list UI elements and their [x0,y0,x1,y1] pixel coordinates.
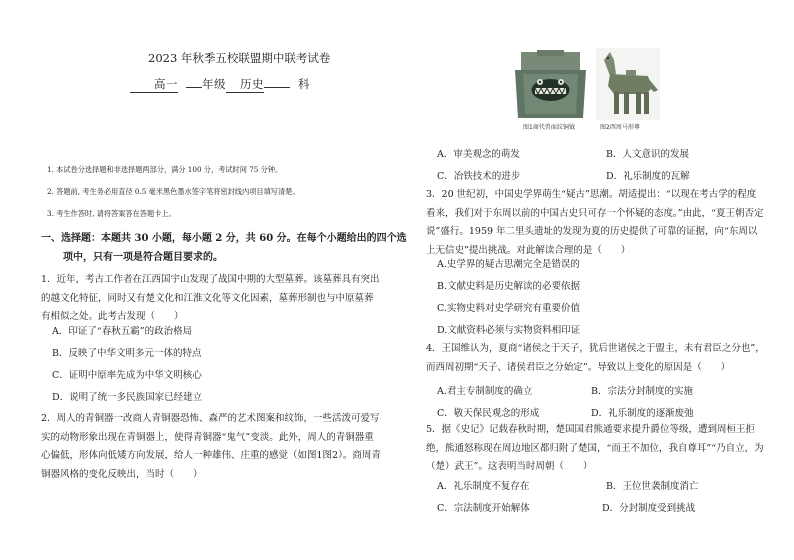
question-5-option-b: B．王位世袭制度消亡 [606,481,699,492]
figure-1-caption: 图1商代兽面纹铜钺 [523,124,575,131]
note-1: 1. 本试卷分选择题和非选择题两部分，满分 100 分，考试时间 75 分钟。 [47,165,283,174]
question-4-stem: 4．王国维认为，夏商“诸侯之于天子，犹后世诸侯之于盟主，未有君臣之分也”，而西周初期“天子、诸侯君臣之分始定”。导致以上变化的原因是（ ） [426,343,765,373]
question-1-option-a: A．印证了“春秋五霸”的政治格局 [52,326,193,337]
question-3-option-d: D.文献资料必须与实物资料相印证 [437,325,581,336]
question-2-stem: 2．周人的青铜器一改商人青铜器恐怖、森严的艺术图案和纹饰，一些活泼可爱写实的动物形象出现在青铜器上，使得青铜器“鬼气”变淡。此外，周人的青铜器重心偏低，形体向低矮方向发展，给人一种雄伟、庄重的感觉（如图1图2）。商周青铜器风格的变化反映出，当时（ ） [41,413,381,480]
question-1-option-d: D．说明了统一多民族国家已经建立 [52,392,203,403]
question-4-option-b: B．宗法分封制度的实施 [591,386,693,397]
figure-2-caption: 图2西周马形尊 [600,124,640,131]
subject-suffix: 科 [298,77,310,91]
section-heading-line1: 一、选择题：本题共 30 小题，每小题 2 分，共 60 分。在每个小题给出的四个选 [41,233,407,244]
question-2-option-d: D．礼乐制度的瓦解 [606,171,690,182]
question-3-option-b: B.文献史料是历史解读的必要依据 [437,281,581,292]
question-3-stem: 3．20 世纪初，中国史学界萌生“疑古”思潮。胡适提出：“以现在考古学的程度看来，我们对于东周以前的中国古史只可存一个怀疑的态度。”由此，“夏王朝否定说”盛行。1959 年二里头遗址的发现为夏的历史提供了可靠的证据，向“东周以上无信史”提出挑战。对此解读合理的是（ ） [426,189,764,256]
figure-1-bronze-axe [513,50,588,131]
question-5-stem: 5．据《史记》记载春秋时期，楚国国君熊通要求提升爵位等级，遭到周桓王拒绝，熊通怒称现在周边地区都归附了楚国，“而王不加位，我自尊耳”“乃自立，为（楚）武王”。这表明当时周朝（ ） [426,424,764,472]
question-3-option-c: C.实物史料对史学研究有重要价值 [437,303,580,314]
bronze-horse-image [596,48,660,120]
question-2-option-a: A．审美观念的萌发 [437,149,520,160]
question-1-option-b: B．反映了中华文明多元一体的特点 [52,348,202,359]
question-2-option-c: C．冶铁技术的进步 [437,171,521,182]
bronze-axe-image [513,50,588,120]
question-4-option-a: A.君主专制制度的确立 [437,386,533,397]
question-4-option-d: D．礼乐制度的逐渐废弛 [591,408,694,419]
question-2-option-b: B．人文意识的发展 [606,149,689,160]
question-5-option-d: D．分封制度受到挑战 [602,503,696,514]
question-4-option-c: C．敬天保民观念的形成 [437,408,540,419]
question-1-option-c: C．证明中原率先成为中华文明核心 [52,370,202,381]
exam-title: 2023 年秋季五校联盟期中联考试卷 [148,51,331,65]
question-1-stem: 1．近年，考古工作者在江西国宇山发现了战国中期的大型墓葬。该墓葬具有突出的越文化特征，同时又有楚文化和江淮文化等文化因素，墓葬形制也与中原墓葬有相似之处。此考古发现（ ） [41,274,380,322]
grade-blank: 高一 [130,76,178,93]
question-5-option-a: A．礼乐制度不复存在 [437,481,530,492]
section-heading-line2: 项中，只有一项是符合题目要求的。 [63,252,223,263]
subject-blank: 历史 [226,76,264,93]
figure-2-bronze-horse [596,48,660,131]
question-3-option-a: A.史学界的疑古思潮完全是错误的 [437,259,580,270]
question-5-option-c: C．宗法制度开始解体 [437,503,530,514]
note-3: 3. 考生作答时, 请将答案答在答题卡上。 [47,209,176,218]
grade-subject-line [130,76,310,93]
grade-suffix: 年级 [202,77,226,91]
note-2: 2. 答题前, 考生务必用直径 0.5 毫米黑色墨水签字笔将密封线内项目填写清楚。 [47,187,300,196]
